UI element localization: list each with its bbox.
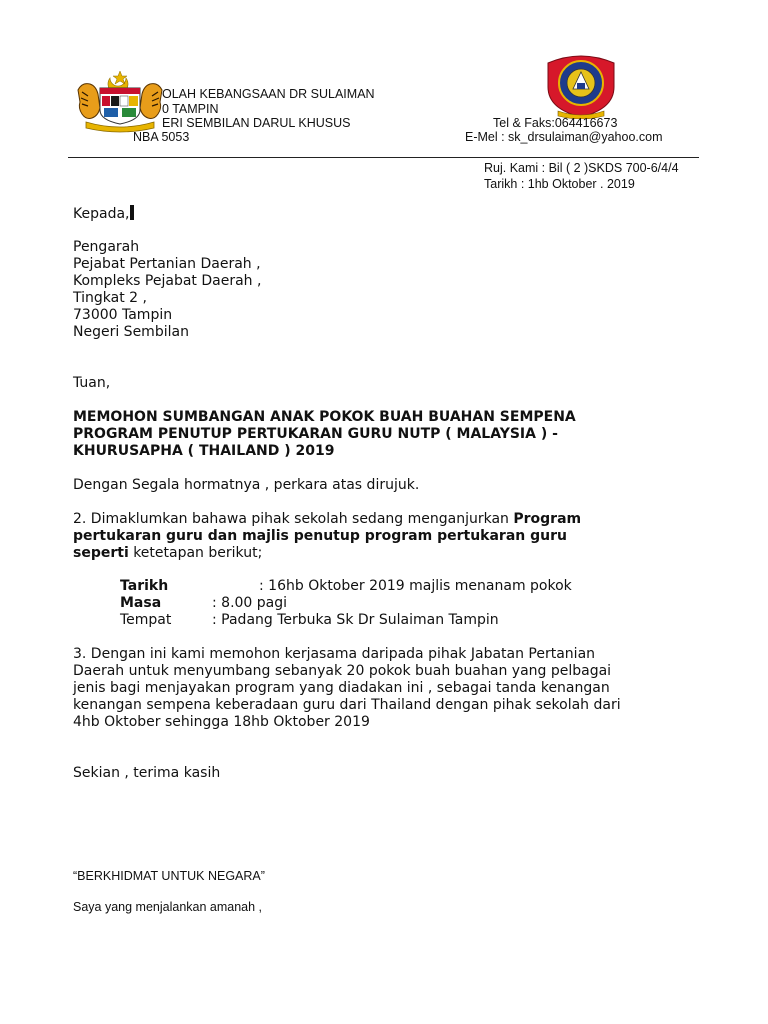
recipient-line-6: Negeri Sembilan bbox=[73, 324, 189, 340]
email-address: E-Mel : sk_drsulaiman@yahoo.com bbox=[465, 130, 663, 144]
paragraph-2-line-3 bbox=[73, 545, 262, 562]
subject-line-1: MEMOHON SUMBANGAN ANAK POKOK BUAH BUAHAN SEMPENA bbox=[73, 409, 576, 425]
recipient-line-5: 73000 Tampin bbox=[73, 307, 173, 323]
recipient-line-3: Kompleks Pejabat Daerah , bbox=[73, 273, 262, 289]
paragraph-2-bold: Program bbox=[513, 511, 582, 527]
paragraph-3-line-3: jenis bagi menjayakan program yang diadakan ini , sebagai tanda kenangan bbox=[73, 680, 610, 696]
tel-fax: Tel & Faks:064416673 bbox=[493, 116, 618, 130]
paragraph-3-line-2: Daerah untuk menyumbang sebanyak 20 pokok buah buahan yang pelbagai bbox=[73, 663, 612, 679]
subject-line-3: KHURUSAPHA ( THAILAND ) 2019 bbox=[73, 443, 335, 459]
school-code-line: NBA 5053 bbox=[133, 130, 190, 144]
school-name-line: OLAH KEBANGSAAN DR SULAIMAN bbox=[162, 87, 375, 101]
subject-line-2: PROGRAM PENUTUP PERTUKARAN GURU NUTP ( MALAYSIA ) - bbox=[73, 426, 558, 442]
school-state-line: ERI SEMBILAN DARUL KHUSUS bbox=[162, 116, 351, 130]
header-divider bbox=[68, 157, 699, 158]
detail-value: : 8.00 pagi bbox=[212, 595, 288, 611]
paragraph-3-line-1: 3. Dengan ini kami memohon kerjasama daripada pihak Jabatan Pertanian bbox=[73, 646, 596, 662]
paragraph-2-line-1 bbox=[73, 511, 581, 528]
recipient-line-4: Tingkat 2 , bbox=[73, 290, 147, 306]
detail-row-tempat bbox=[120, 612, 499, 629]
detail-label: Tarikh bbox=[120, 578, 169, 594]
paragraph-2-text-2: ketetapan berikut; bbox=[128, 545, 263, 561]
closing: Sekian , terima kasih bbox=[73, 765, 221, 781]
paragraph-2-bold-2: seperti bbox=[73, 545, 129, 561]
kepada-text: Kepada, bbox=[73, 206, 130, 222]
sign-off: Saya yang menjalankan amanah , bbox=[73, 900, 263, 914]
kepada-label bbox=[73, 205, 134, 223]
detail-value: : 16hb Oktober 2019 majlis menanam pokok bbox=[259, 578, 572, 594]
paragraph-1: Dengan Segala hormatnya , perkara atas dirujuk. bbox=[73, 477, 420, 493]
detail-value: : Padang Terbuka Sk Dr Sulaiman Tampin bbox=[212, 612, 499, 628]
recipient-line-1: Pengarah bbox=[73, 239, 140, 255]
letter-date: Tarikh : 1hb Oktober . 2019 bbox=[484, 177, 635, 191]
text-cursor bbox=[130, 205, 134, 220]
greeting: Tuan, bbox=[73, 375, 111, 391]
detail-row-masa bbox=[120, 595, 287, 612]
paragraph-2-text: 2. Dimaklumkan bahawa pihak sekolah sedang menganjurkan bbox=[73, 511, 514, 527]
detail-label: Masa bbox=[120, 595, 162, 611]
school-badge-logo bbox=[544, 53, 618, 119]
motto: “BERKHIDMAT UNTUK NEGARA” bbox=[73, 869, 265, 883]
reference-number: Ruj. Kami : Bil ( 2 )SKDS 700-6/4/4 bbox=[484, 161, 679, 175]
coat-of-arms-logo bbox=[72, 68, 168, 134]
paragraph-3-line-4: kenangan sempena keberadaan guru dari Thailand dengan pihak sekolah dari bbox=[73, 697, 621, 713]
recipient-line-2: Pejabat Pertanian Daerah , bbox=[73, 256, 261, 272]
paragraph-2-line-2: pertukaran guru dan majlis penutup program pertukaran guru bbox=[73, 528, 567, 544]
detail-label: Tempat bbox=[120, 612, 172, 628]
detail-row-tarikh bbox=[120, 578, 572, 595]
paragraph-3-line-5: 4hb Oktober sehingga 18hb Oktober 2019 bbox=[73, 714, 370, 730]
school-address-line: 0 TAMPIN bbox=[162, 102, 219, 116]
